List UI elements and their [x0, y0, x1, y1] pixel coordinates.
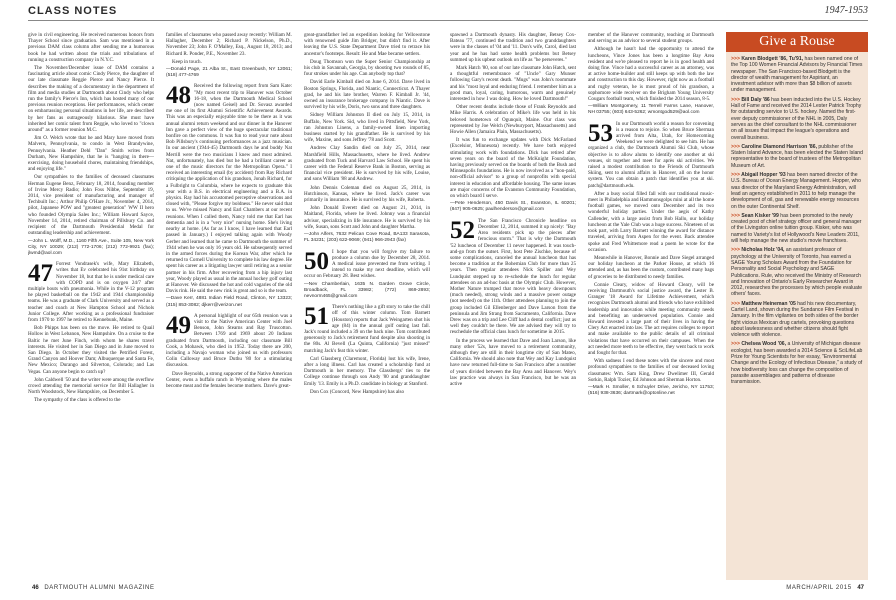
honoree-text: has been named one of the Top 100 Women Financial Advisors by Financial Times newspaper. The San Francisco-based Blodgett is the director of wealth management for Aspiriant, an investment advisor with more than $8 billion of assets under management.	[731, 56, 863, 94]
page-header	[0, 0, 896, 22]
issue-date: MARCH/APRIL 2015	[786, 585, 852, 591]
honoree-name: Matthew Heineman '05	[741, 300, 796, 307]
column-2	[166, 32, 292, 580]
paragraph-text: In our Dartmouth world a reason for convening is a reason to rejoice. So when Bruce Sherman arrived from Alta, Utah, for Homecoming Weekend we were delighted to see him. He has organized a club, the Dartmouth Alumni Ski Club, whose objective is to allow alums to identify one another at ski venues, sit together and meet for après ski activities. We raised a modest contribution to the Friends of Dartmouth Skiing, sent to alumni affairs in Hanover, all on the honor system. You can obtain a patch that identifies you at ski. patch@dartmouth.edu.	[588, 120, 714, 189]
rouse-item	[731, 144, 863, 169]
honoree-text: an assistant professor of psychology at the University of Toronto, has earned a SAGE Young Scholars Award from the Foundation for Personality and Social Psychology and SAGE Publications. Rule, who received the Ministry of Research and Innovation of Ontario's Early Researcher Award in 2012, researches the processes by which people evaluate others' faces.	[731, 247, 863, 298]
paragraph: The sympathy of the class is offered to the	[34, 397, 121, 404]
arrow-icon: >>>	[731, 247, 742, 254]
paragraph: John Donald Everett died on August 21, 2014, in Maitland, Florida, where he lived. Johnny was a financial advisor, specializing in life insurance. He is survived by his wife, Susan, sons Scott and John and daughter Martha.	[304, 205, 430, 230]
rouse-item	[731, 97, 863, 141]
honoree-text: a University of Michigan disease ecologist, has been awarded a 2014 Science & SciLifeLab Prize for Young Scientists for her essay, "Environmental Change and the Ecology of Infectious Disease," a study of how biodiversity loss can change the composition of parasite assemblages and patterns of disease transmission.	[731, 341, 863, 386]
paragraph: spawned a Dartmouth dynasty. His daughter, Betsey Cox-Bateau '77, continued the tradition and two granddaughters were in the classes of '04 and '11. Don's wife, Carol, died last year and he has had some health problems but Betsey summed up his upbeat outlook on life as "he perseveres."	[450, 32, 576, 63]
page-number-right: 47	[857, 585, 864, 591]
paragraph-text: A personal highlight of our 65th reunion was a visit to the Native American Center with Joel Benson, John Stearns and Ray Truscotton. Between 1769 and 1969 about 20 Indians graduated from Dartmouth, including our classmate Bill Cook, a Mohawk, who died in 1952. Today there are 200, including a Navajo woman who joined us with professors Colin Calloway and Bruce Duthu '80 for a stimulating discussion.	[166, 312, 292, 369]
arrow-icon: >>>	[731, 96, 742, 103]
paragraph: families of classmates who passed away recently: William M. Hallagher, December 2; Richard P. Nickelson, Ph.D., November 23; John F. O'Malley, Esq., August 18, 2013; and Richard R. Ponder, P.E., November 23.	[166, 32, 292, 57]
header-rule	[28, 20, 868, 21]
paragraph: With sadness I end these notes with the sincere and most profound sympathies to the families of our deceased loving classmates: Wm. Sam King, Drew Dwelimer III, Gerald Sorkin, Ralph Tozier, Ed Johnson and Sherman Horton.	[588, 358, 714, 383]
paragraph: Jim O. Welch wrote that he and Mary have moved from Malvern, Pennsylvania, to condo in West Brandywine, Pennsylvania. Heather Dehl "Dan" Smith writes from Durham, New Hampshire, that he is "hanging in there—exercising, doing household chores, maintaining friendships, and enjoying life."	[28, 135, 154, 173]
honoree-name: Sean Kisker '99	[741, 212, 779, 219]
paragraph: Doug Thomson won the Super Senior Championship at his club in Savannah, Georgia, by shooting two rounds of 85, four strokes under his age. Can anybody top that?	[304, 58, 430, 78]
honoree-name: Nicholas Holz '04,	[741, 247, 785, 254]
arrow-icon: >>>	[731, 172, 742, 179]
column-1	[28, 32, 154, 580]
paragraph-text: Received the following report from Sam Kate: "My most recent trip to Hanover was October 16-18, when the Dartmouth Medical School (now named Geisel) and Dr. Sovasz awarded me one of its first Alumni Scientific Achievement Awards. This was an especially enjoyable time to be there as it was annual alumni return weekend and our dinner in the Hanover Inn gave a perfect view of the huge spectacular traditional bonfire on the commons. It was fun to read your note about Bob Pillsbury's continuing performances as a jazz musician. In our ancient (1944-45) Dartmouth days he and buddy Nat Merrill were the two musicians I knew and most admired. Nat, unfortunately, has died but he had a brilliant career as one of the music directors for the Metropolitan Opera." I received an interesting email (by accident) from Ray Richard critiquing the application of his grandson, Jonah Richard, for a Fulbright to Columbia, where he expects to graduate this year with a B.S. in electrical engineering and a B.A. in physics. Ray had his accustomed perceptive observations and closed with, "Please forgive my boldness." He never said that to us. We've missed Nancy and Earl Chambers at our recent reunions. When I called them, Nancy told me that Earl has dementia and is in a "very nice" nursing home. She's living nearby at home. (As far as I know, I have learned that Earl passed in January.) I enjoyed talking again with Woody Gerber and learned that he came to Dartmouth the summer of 1944 when he was only 16 years old. He subsequently served in the armed forces during the Korean War, after which he returned to Cornell University to complete his law degree. He spent his career as a litigating lawyer until retiring as a senior partner in his firm. After recovering from a hip injury last year, Woody played as usual in the annual hockey golf outing at Hanover. We discussed the hot and cold vagaries of the old Davis rink. He said the new rink is great and so is the team.	[166, 83, 292, 295]
rouse-item	[731, 213, 863, 244]
class-year-number: 47	[28, 260, 53, 288]
paragraph: In the process we learned that Dave and Joan Larson, like many other '52s, have moved to a retirement community, although they are still in their longtime city of San Mateo, California. We should also note that Wey and Kay Lundquist have now returned full-time to San Francisco after a number of years divided between the Bay Area and Hanover. Wey's law practice was always in San Francisco, but he was an active	[450, 337, 576, 387]
paragraph-text: Forrest Vondrasek's wife, Mary Elizabeth, writes that Ev celebrated his 91st birthday on November 18, but that he is under medical care with COPD and is on oxygen 24/7 after multiple bouts with pneumonia. While in the V-12 program he played basketball on the 1942 and 1944 championship teams. He was a graduate of Clark University and served as a teacher and coach at New Hampton School and Nichols Junior College. After working as a professional fundraiser from 1970 to 1997 he retired to Kennebunk, Maine.	[28, 261, 154, 323]
sidebar-title: Give a Rouse	[726, 32, 868, 52]
paragraph: give in civil engineering. He received numerous honors from Thayer School since graduation. Sam was mentioned in a previous DAM class column after sending me a humorous book he had written about the trials and tribulations of running a construction company in N.Y.C.	[28, 32, 154, 63]
honoree-name: Karen Blodgett '86, Tu'91,	[741, 56, 804, 62]
paragraph: Andrew Clay Sandin died on July 25, 2014, near Marshfield Hills, Massachusetts, where he lived. Andrew graduated from Tuck and Harvard Law School. He spent his career with the Federal Reserve Bank in Boston, serving as financial vice president. He is survived by his wife, Louise, and sons William '88 and Andrew.	[304, 145, 430, 183]
column-4	[450, 32, 576, 580]
arrow-icon: >>>	[731, 341, 742, 348]
paragraph: great-grandfather led an expedition looking for Yellowstone with renowned guide Jim Bridger, but didn't find it. After leaving the U.S. State Department Dave tried to retrace his ancestor's footsteps. Result: He and Mae became settlers.	[304, 32, 430, 57]
class-year-number: 49	[166, 311, 191, 339]
class-year-number: 48	[166, 82, 191, 110]
correspondent-signature: —John Alfers, 7632 Pelican Cove Road, BA133 Sarasota, FL 34231; (203) 622-9069; (941) 966-2943 (fax)	[304, 232, 430, 244]
paragraph-text: There's nothing like a gift story to take the chill off of this winter column. Tom Barnett (Houston) reports that Jack Weingarten shot his age (84) in the annual golf outing last fall. Jack's round included a 39 on the back nine. Tom contributed generously to Jack's retirement fund despite also shooting in the 80s. Al Bevell (La Quinta, California) "just missed" matching Jack's feat this winter.	[304, 304, 430, 354]
footer-right	[786, 585, 868, 591]
page-number-left: 46	[32, 585, 39, 591]
column-3	[304, 32, 430, 580]
rouse-item	[731, 341, 863, 385]
honoree-name: Abigail Hopper '93	[741, 172, 786, 179]
paragraph: Other recent deaths include those of Frank Reynolds and Mike Harris. A celebration of Mike's life was held in his beloved hometown of Ogunquit, Maine. Our class was represented by Joe Welch (Newburyport, Massachusetts) and Howie Allen (Jamaica Plain, Massachusetts).	[450, 104, 576, 136]
arrow-icon: >>>	[731, 56, 742, 62]
honoree-name: Caroline Diamond Harrison '86,	[741, 143, 817, 150]
rouse-item	[731, 56, 863, 94]
paragraph: David Earle Kimball died on June 6, 2014. Dave lived in Boston Springs, Florida, and Niantic, Connecticut. A Thayer grad, he and his late brother, Warren F. Kimball Jr. '44, owned an insurance brokerage company in Niantic. Dave is survived by his wife, Doris, two sons and three daughters.	[304, 79, 430, 111]
arrow-icon: >>>	[731, 300, 742, 307]
rouse-item	[731, 172, 863, 210]
paragraph: member of the Hanover community, teaching at Dartmouth and serving as an advisor to several student groups.	[588, 32, 714, 45]
class-years: 1947-1953	[824, 5, 868, 16]
rouse-item	[731, 247, 863, 297]
arrow-icon: >>>	[731, 143, 742, 150]
correspondent-signature: —Dave Kerr, 4881 Indian Field Road, Clinton, NY 13323; (315) 853-3082; djkerr@verizon.net	[166, 296, 292, 308]
class-year-entry	[588, 121, 714, 189]
honoree-text: has been named director of the U.S. Bureau of Ocean Energy Management. Hopper, who was director of the Maryland Energy Administration, will lead an agency established in 2011 to help manage the development of oil, gas and renewable energy resources on the outer Continental Shelf.	[731, 172, 861, 210]
paragraph-text: The San Francisco Chronicle headline on December 12, 2014, summed it up nicely: "Bay Area residents pick up the pieces after ferocious storm." That is why the Dartmouth '52 luncheon of December 11 never happened. It was touch-and-go from the outset. First, host Pete Zischke, because of some complications, canceled the annual luncheon that has become a tradition at the Bohemian Club for more than 25 years. Then regular attendees Nick Spiller and Wey Lundquist stepped up to re-schedule the lunch for regular attendees on an ad-hoc basis at the Olympic Club. However, Mother Nature trumped that move with heavy downpours (much needed), strong winds and a massive power outage (not needed) on the 11th. Other attendees planning to join the group included Gil Ellenberger and Dave Larson from the peninsula and Jim Strang from Sacramento, California. Dave Drew was on a trip and Lee Cliff had a dental conflict; just as well they couldn't be there. We are advised they will try to reschedule the official class lunch for sometime in 2015.	[450, 217, 576, 336]
magazine-name: DARTMOUTH ALUMNI MAGAZINE	[44, 585, 155, 591]
give-a-rouse-sidebar	[726, 32, 868, 580]
paragraph: Sidney William Johnston II died on July 15, 2014, in Buffalo, New York. Sid, who lived in Pittsfield, New York, ran Johnston Linens, a family-owned linen importing business started by his grandfather. He is survived by his wife, Maxine, and sons Jeffrey '78 and Scott.	[304, 112, 430, 144]
correspondent-signature: —Donald Page, 21 Alba St., East Greenbush, NY 12061; (518) 477-4769	[166, 67, 292, 79]
honoree-text: had his new documentary, Cartel Land, shown during the Sundance Film Festival in January. In the film vigilantes on both sides of the border fight vicious Mexican drug cartels, provoking questions about lawlessness and whether citizens should fight violence with violence.	[731, 300, 859, 339]
honoree-name: Chelsea Wood '06,	[741, 341, 787, 348]
paragraph: Our sympathies to the families of deceased classmates Herman Eugene Benz, February 18, 2014, founding member of Irvine Mercy Radio; John Foss Nibbe, September 19, 2014, vice president of manufacturing and manager of Techbuilt Inc.; Arthur Philip O'Hare Jr., November 4, 2014, pilot, Japanese POW and "greatest generation" WW II hero who founded Olympia Sales Inc.; William Howard Sayce, November 14, 2014, retired chairman of Pillsbury Co. and recipient of the Dartmouth Presidential Medal for outstanding leadership and achievement.	[28, 174, 154, 237]
honoree-text: has been promoted to the newly created post of chief strategy officer and general manager of the Livingston online tuition group. Kisker, who was named to Variety's list of Hollywood's New Leaders 2011, will help manage the new studio's movie franchises.	[731, 212, 862, 245]
correspondent-signature: —William Montgomery, 11 Terrell Farms Lane, Hanover, NH 03755; (603) 643-5262; wmontgod529@aol.com	[588, 104, 714, 116]
paragraph: John Dennis Coleman died on August 25, 2014, in Hutchinson, Kansas, where he lived. Jack's career was primarily in insurance. He is survived by his wife, Roberta.	[304, 184, 430, 204]
column-5	[588, 32, 714, 580]
correspondent-signature: —John L. Wolff, M.D., 1160 Fifth Ave., Suite 105, New York City, NY 10029; (212) 772-1706; (212) 772-9921 (fax); jlwmd@aol.com	[28, 238, 154, 256]
class-year-number: 50	[304, 247, 329, 275]
paragraph: Keep in touch.	[172, 58, 202, 65]
paragraph: Carl Glassberg (Claremont, Florida) lost his wife, Irene, after a long illness. Carl has created a scholarship fund at Dartmouth in her memory. The Glassbergs' ties to the College continue through son Andy '80 and granddaughter Emily '13. Emily is a Ph.D. candidate in biology at Stanford.	[304, 355, 430, 387]
paragraph: Connie Cleary, widow of Howard Cleary, will be receiving Dartmouth's social justice award, the Lester B. Granger '18 Award for Lifetime Achievement, which recognizes Dartmouth alumni and friends who have exhibited leadership and innovation while meeting community needs and benefiting an underserved population. Connie and Howard invested a large part of their lives in having the Clery Act enacted into law. The act requires colleges to report and make available to the public details of all criminal violations that have occurred on their campuses. When the act needed more teeth to be effective, they went back to work and fought for that.	[588, 281, 714, 356]
rouse-item	[731, 301, 863, 339]
paragraph: Bob Phipps has been on the move. He retired to Quail Hollow in West Lebanon, New Hampshire. On a cruise to the Baltic he met June Finch, with whom he shares travel interests. He visited her in San Diego and in June moved to San Diego. In October they visited the Petrified Forest, Grand Canyon and Hoover Dam; Albuquerque and Santa Fe, New Mexico; Durango and Silverton, Colorado; and Las Vegas. Can anyone begin to catch up?	[28, 325, 154, 375]
class-year-number: 53	[588, 119, 613, 147]
footer-left	[28, 585, 155, 591]
page-footer	[28, 585, 868, 595]
paragraph: Meanwhile in Hanover, Bonnie and Dave Siegel arranged our holiday luncheon at the Parker House, at which 16 attended and, as has been the custom, contributed many bags of groceries to be distributed to needy families.	[588, 254, 714, 280]
class-year-number: 52	[450, 216, 475, 244]
class-year-entry	[166, 83, 292, 294]
paragraph: Mark Hatch '80, son of our late classmate John Hatch, sent a thoughtful remembrance of "Uncle" Gary Munser following Gary's recent death. "Mugs" was John's roommate and his "most loyal and enduring friend. I remember him as a good man, loyal, caring, humorous, warm and genuinely interested in how I was doing. How he loved Dartmouth!"	[450, 65, 576, 103]
paragraph: It was fun to exchange updates with Dick McFarland (Excelsior, Minnesota) recently. We have both enjoyed stimulating work with foundations. Dick has retired after seven years on the board of the McKnight Foundation, having previously served on the boards of both the Bush and Minneapolis foundations. He is now involved as a "non-paid, non-official advisor" to a group of nonprofits with special interest in education and affordable housing. The same issues are major concerns of the Evanston Community Foundation, on which board I serve.	[450, 137, 576, 200]
paragraph: The November/December issue of DAM contains a fascinating article about comic Cindy Pierce, the daughter of our late classmate Reggie Pierce and Nancy Pierce. It describes the making of a documentary in the department of film and media studies at Dartmouth about Cindy who helps run the family's Pierce's Inn, which has hosted many of our previous reunion receptions. Her performances, which center on embarrassing personal situations in her life, are described by her fans as outrageously hilarious. She must have inherited her comic talent from Reggie, who loved to "clown around" as a former reunion M.C.	[28, 65, 154, 134]
paragraph-text: I hope that you will forgive my failure to produce a column due by December 28, 2014. A medical issue prevented me from writing. I intend to make my next deadline, which will occur on February 28. Best wishes.	[304, 248, 430, 280]
honoree-text: has been inducted into the U.S. Hockey Hall of Fame and received the 2014 Lester Patrick Trophy for outstanding service to U.S. hockey. Named the first-ever deputy commissioner of the NHL in 2005, Daly serves as the chief consultant to the NHL commissioner on all issues that impact the league's operations and overall business.	[731, 96, 862, 141]
paragraph: Don Cox (Concord, New Hampshire) has also	[310, 388, 405, 395]
honoree-name: Bill Daly '86	[741, 96, 770, 103]
paragraph: After a busy social filled fall with our traditional music-meet in Philadelphia and Hammonsgolps mini at all the home football games, we moved onto December and its two wonderful holiday parties. Under the aegis of Kathy Callender, with a large assist from Bob Hallo, our holiday luncheon at the Yale Club was a huge success. Nineteen of us took part, with Larry Barnett winning the award for distance traveled, arriving from Aspen for the event. Back attendee spoke and Fred Whittemore read a poem he wrote for the occasion.	[588, 190, 714, 253]
honoree-text: publisher of the Staten Island Advance, has been elected the Staten Island representative to the board of trustees of the Metropolitan Museum of Art.	[731, 143, 863, 169]
arrow-icon: >>>	[731, 212, 742, 219]
paragraph: John Caldwell '50 and the writer were among the overflow crowd attending the memorial service for Bill Hallagher in North Woodstock, New Hampshire, on December 5.	[28, 376, 154, 396]
class-year-entry	[450, 218, 576, 336]
class-year-entry	[28, 261, 154, 323]
correspondent-signature: —Mark H. Smoller, 6 Schuyler Drive, Jericho, NY 11753; (516) 938-3636; dartmark@optonline.net	[588, 384, 714, 397]
correspondent-signature: —Nev Chamberlain, 1635 N. Garden Grove Circle, Broadback, FL 33982; (772) 869-2893; nevnorm465@gmail.com	[304, 281, 430, 299]
section-title: CLASS NOTES	[28, 5, 118, 17]
sidebar-items	[726, 52, 868, 386]
class-year-entry	[304, 304, 430, 354]
correspondent-signature: —Pete Henderson, 450 Davis St., Evanston, IL 60201; (847) 905-0625; paulhenderson@gmail.com	[450, 201, 576, 213]
class-year-entry	[166, 313, 292, 369]
paragraph: Dave Reynolds, a strong supporter of the Native American Center, owns a buffalo ranch in Wyoming where the males become meat and the females become mothers. Dave's great-	[166, 370, 292, 389]
class-year-entry	[304, 249, 430, 280]
class-year-number: 51	[304, 303, 329, 331]
paragraph: Although he hasn't had the opportunity to attend the luncheons, Vince Jones has been a longtime Bay Area resident and we're pleased to report he is in good health and doing fine. Vince had a successful career as an attorney, was at active home-builder and still keeps up with both the law and construction to this day. However, right now as a football and rugby veteran, he is most proud of his grandson, a sophomore wide receiver on the Brigham Young University Cougars football team, which finished the 2014 season, 8-5.	[588, 46, 714, 103]
